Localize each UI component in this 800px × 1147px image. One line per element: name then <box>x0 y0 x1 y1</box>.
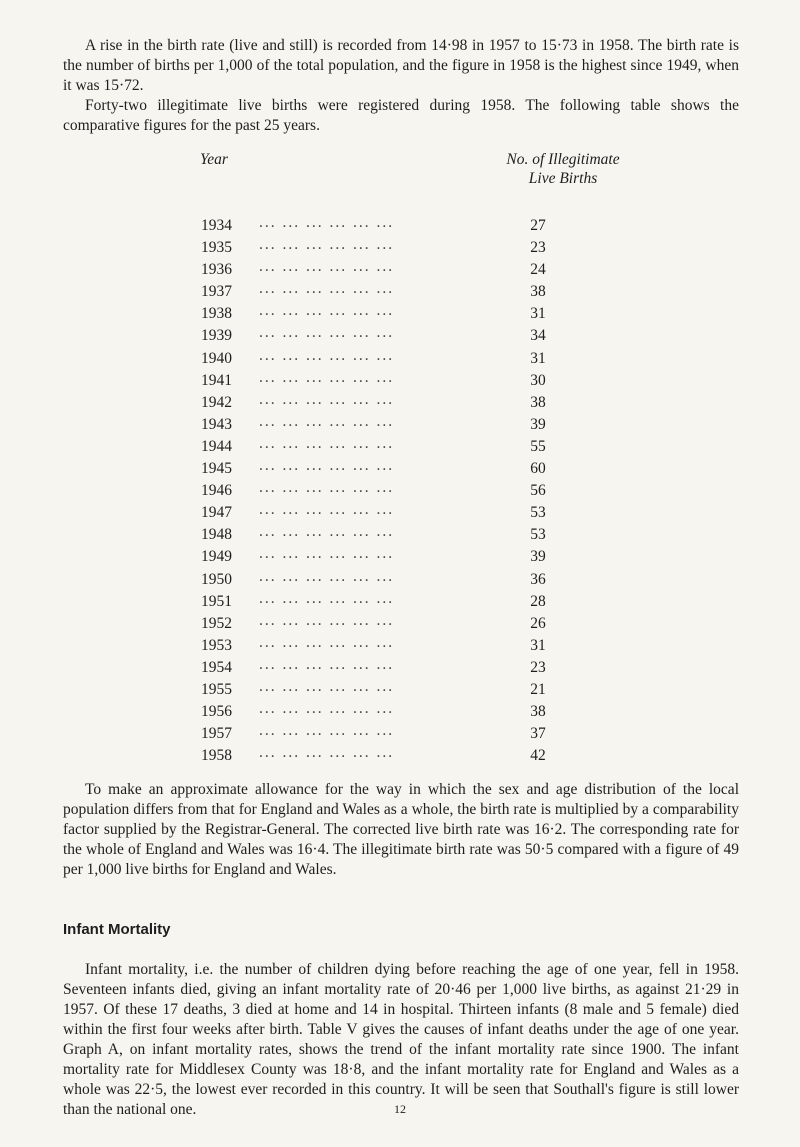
row-year: 1956 <box>201 703 232 721</box>
row-leader-dots: ... ... ... ... ... ... <box>259 589 395 607</box>
infant-mortality-paragraph: Infant mortality, i.e. the number of children dying before reaching the age of one year, fell in 1958. Seventeen infants died, giving an infant mortality rate of 20·46 per 1,000 live births, as against 21·29 in 1957. Of these 17 deaths, 3 died at home and 14 in hospital. Thirteen infants (8 male and 5 female) died within the first four weeks after birth. Table V gives the causes of infant deaths under the age of one year. Graph A, on infant mortality rates, shows the trend of the infant mortality rate since 1900. The infant mortality rate for Middlesex County was 18·8, and the infant mortality rate for England and Wales as a whole was 22·5, the lowest ever recorded in this country. It will be seen that Southall's figure is still lower than the national one. <box>63 961 739 1119</box>
row-leader-dots: ... ... ... ... ... ... <box>259 302 395 320</box>
row-count: 23 <box>530 239 546 257</box>
row-year: 1940 <box>201 349 232 367</box>
row-year: 1935 <box>201 239 232 257</box>
intro-paragraph-1: A rise in the birth rate (live and still) is recorded from 14·98 in 1957 to 15·73 in 1958. The birth rate is the number of births per 1,000 of the total population, and the figure in 1958 is the highest since 1949, when it was 15·72. <box>63 37 739 94</box>
row-year: 1945 <box>201 460 232 478</box>
row-leader-dots: ... ... ... ... ... ... <box>259 722 395 740</box>
row-leader-dots: ... ... ... ... ... ... <box>259 214 395 231</box>
table-header <box>63 150 739 206</box>
row-year: 1943 <box>201 415 232 433</box>
row-year: 1947 <box>201 504 232 522</box>
births-column-header <box>483 150 643 188</box>
row-count: 60 <box>530 460 546 478</box>
row-count: 56 <box>530 482 546 500</box>
births-header-line-1: No. of Illegitimate <box>506 151 620 168</box>
row-count: 53 <box>530 526 546 544</box>
intro-paragraph-2: Forty-two illegitimate live births were registered during 1958. The following table shows the comparative figures for the past 25 years. <box>63 97 739 134</box>
row-year: 1954 <box>201 658 232 676</box>
row-count: 42 <box>530 747 546 765</box>
row-leader-dots: ... ... ... ... ... ... <box>259 523 395 541</box>
illegitimate-births-table <box>63 216 739 768</box>
row-count: 30 <box>530 371 546 389</box>
row-count: 55 <box>530 437 546 455</box>
row-count: 37 <box>530 725 546 743</box>
row-leader-dots: ... ... ... ... ... ... <box>259 280 395 298</box>
row-year: 1949 <box>201 548 232 566</box>
row-leader-dots: ... ... ... ... ... ... <box>259 457 395 475</box>
row-count: 31 <box>530 305 546 323</box>
row-leader-dots: ... ... ... ... ... ... <box>259 611 395 629</box>
row-leader-dots: ... ... ... ... ... ... <box>259 434 395 452</box>
row-count: 38 <box>530 703 546 721</box>
row-year: 1936 <box>201 261 232 279</box>
row-leader-dots: ... ... ... ... ... ... <box>259 368 395 386</box>
row-leader-dots: ... ... ... ... ... ... <box>259 390 395 408</box>
row-count: 38 <box>530 283 546 301</box>
row-count: 24 <box>530 261 546 279</box>
row-leader-dots: ... ... ... ... ... ... <box>259 412 395 430</box>
row-year: 1952 <box>201 614 232 632</box>
row-leader-dots: ... ... ... ... ... ... <box>259 236 395 254</box>
row-leader-dots: ... ... ... ... ... ... <box>259 501 395 519</box>
row-count: 21 <box>530 680 546 698</box>
row-year: 1953 <box>201 636 232 654</box>
page-number: 12 <box>394 1102 406 1116</box>
row-count: 39 <box>530 548 546 566</box>
row-leader-dots: ... ... ... ... ... ... <box>259 258 395 276</box>
births-header-line-2: Live Births <box>528 170 598 187</box>
table-row <box>63 746 739 768</box>
row-count: 31 <box>530 349 546 367</box>
row-year: 1955 <box>201 680 232 698</box>
row-count: 28 <box>530 592 546 610</box>
row-leader-dots: ... ... ... ... ... ... <box>259 545 395 563</box>
row-leader-dots: ... ... ... ... ... ... <box>259 744 395 762</box>
row-leader-dots: ... ... ... ... ... ... <box>259 677 395 695</box>
row-count: 36 <box>530 570 546 588</box>
row-year: 1942 <box>201 393 232 411</box>
row-count: 23 <box>530 658 546 676</box>
row-leader-dots: ... ... ... ... ... ... <box>259 346 395 364</box>
row-year: 1941 <box>201 371 232 389</box>
row-year: 1957 <box>201 725 232 743</box>
row-year: 1950 <box>201 570 232 588</box>
row-year: 1958 <box>201 747 232 765</box>
row-count: 27 <box>530 217 546 234</box>
row-count: 26 <box>530 614 546 632</box>
row-year: 1951 <box>201 592 232 610</box>
comparability-paragraph: To make an approximate allowance for the way in which the sex and age distribution of the local population differs from that for England and Wales as a whole, the birth rate is multiplied by a comparability factor supplied by the Registrar-General. The corrected live birth rate was 16·2. The corresponding rate for the whole of England and Wales was 16·4. The illegitimate birth rate was 50·5 compared with a figure of 49 per 1,000 live births for England and Wales. <box>63 781 739 879</box>
row-year: 1938 <box>201 305 232 323</box>
row-leader-dots: ... ... ... ... ... ... <box>259 479 395 497</box>
row-count: 31 <box>530 636 546 654</box>
row-count: 38 <box>530 393 546 411</box>
row-leader-dots: ... ... ... ... ... ... <box>259 633 395 651</box>
document-page <box>63 36 739 1120</box>
row-year: 1939 <box>201 327 232 345</box>
row-count: 34 <box>530 327 546 345</box>
row-leader-dots: ... ... ... ... ... ... <box>259 324 395 342</box>
row-year: 1944 <box>201 437 232 455</box>
row-count: 53 <box>530 504 546 522</box>
row-year: 1948 <box>201 526 232 544</box>
row-count: 39 <box>530 415 546 433</box>
row-leader-dots: ... ... ... ... ... ... <box>259 655 395 673</box>
row-leader-dots: ... ... ... ... ... ... <box>259 567 395 585</box>
row-year: 1946 <box>201 482 232 500</box>
row-year: 1937 <box>201 283 232 301</box>
year-column-header: Year <box>200 151 228 168</box>
row-year: 1934 <box>201 217 232 234</box>
section-heading-infant-mortality: Infant Mortality <box>63 921 171 939</box>
row-leader-dots: ... ... ... ... ... ... <box>259 700 395 718</box>
